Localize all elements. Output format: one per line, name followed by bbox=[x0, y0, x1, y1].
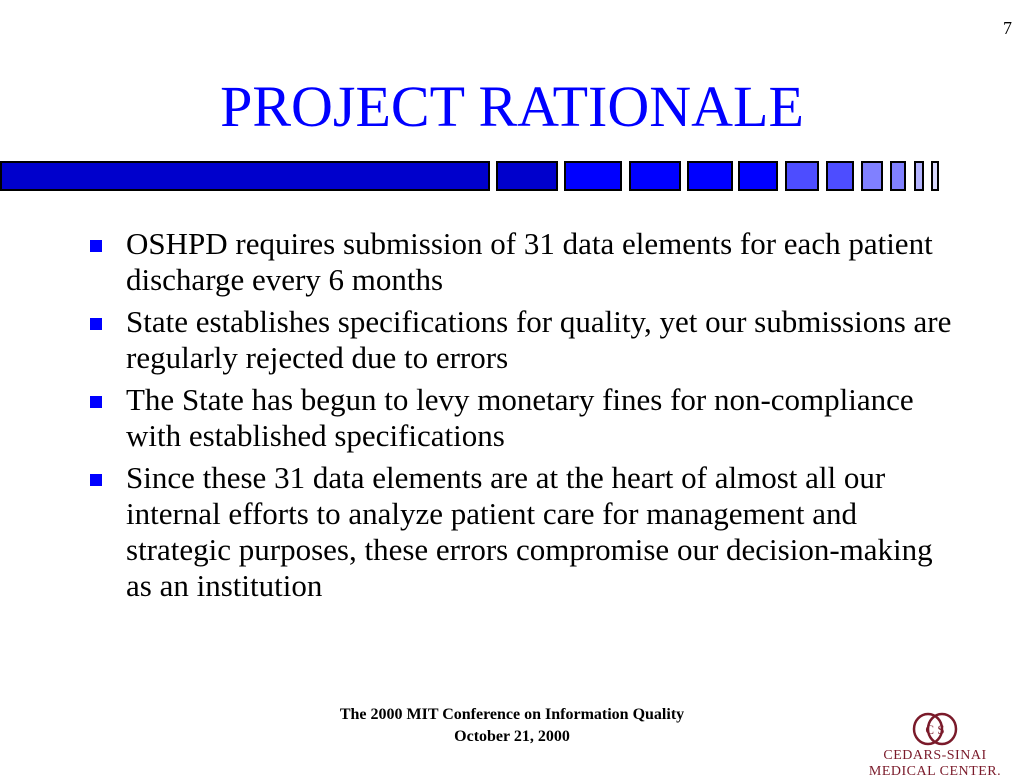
bullet-text: The State has begun to levy monetary fines for non-compliance with established specifications bbox=[126, 382, 914, 453]
logo-text: CEDARS-SINAI MEDICAL CENTER. bbox=[868, 748, 1002, 779]
bullet-item bbox=[90, 382, 960, 454]
square-bullet-icon bbox=[90, 474, 102, 486]
bullet-item bbox=[90, 226, 960, 298]
bar-segment bbox=[0, 161, 490, 191]
bullet-text: State establishes specifications for quality, yet our submissions are regularly rejected due to errors bbox=[126, 304, 952, 375]
bar-segment bbox=[629, 161, 681, 191]
slide-number: 7 bbox=[1003, 18, 1012, 38]
bullet-list bbox=[90, 226, 960, 610]
bar-segment bbox=[826, 161, 854, 191]
bar-segment bbox=[496, 161, 558, 191]
bar-segment bbox=[861, 161, 883, 191]
square-bullet-icon bbox=[90, 318, 102, 330]
bullet-text: Since these 31 data elements are at the heart of almost all our internal efforts to analyze patient care for management and strategic purposes, these errors compromise our decision-making as an institution bbox=[126, 460, 933, 603]
square-bullet-icon bbox=[90, 396, 102, 408]
bar-segment bbox=[687, 161, 733, 191]
cs-monogram-icon bbox=[912, 712, 958, 746]
bullet-text: OSHPD requires submission of 31 data elements for each patient discharge every 6 months bbox=[126, 226, 933, 297]
bullet-item bbox=[90, 304, 960, 376]
footer-conference: The 2000 MIT Conference on Information Quality bbox=[339, 706, 685, 723]
cedars-sinai-logo bbox=[850, 712, 1020, 779]
footer-date: October 21, 2000 bbox=[454, 728, 570, 745]
bar-segment bbox=[564, 161, 622, 191]
bar-segment bbox=[931, 161, 939, 191]
bar-segment bbox=[914, 161, 924, 191]
square-bullet-icon bbox=[90, 240, 102, 252]
slide-title: PROJECT RATIONALE bbox=[220, 74, 804, 139]
logo-monogram-text: C S bbox=[925, 722, 945, 737]
bullet-item bbox=[90, 460, 960, 604]
bar-segment bbox=[890, 161, 906, 191]
bar-segment bbox=[738, 161, 778, 191]
bar-segment bbox=[785, 161, 819, 191]
